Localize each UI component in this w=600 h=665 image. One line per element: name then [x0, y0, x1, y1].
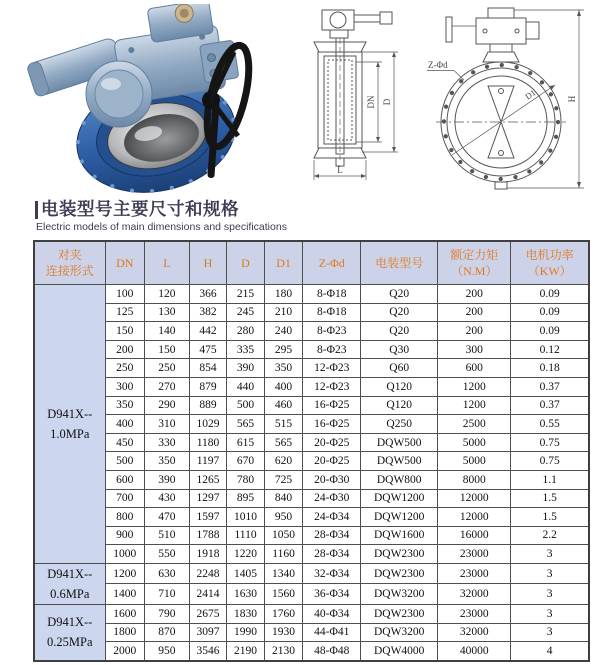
table-cell: 1.5 [511, 508, 589, 527]
table-cell: 0.37 [511, 377, 589, 396]
product-photo [6, 4, 294, 194]
table-row [34, 584, 589, 605]
table-cell: 8-Φ18 [303, 285, 361, 304]
table-cell: 1.1 [511, 470, 589, 489]
table-cell: 450 [105, 433, 145, 452]
table-cell: 12-Φ23 [303, 359, 361, 378]
table-cell: Q120 [361, 396, 438, 415]
table-cell: 12000 [438, 508, 511, 527]
table-row [34, 303, 589, 322]
table-row [34, 470, 589, 489]
table-cell: 889 [189, 396, 227, 415]
table-cell: 900 [105, 526, 145, 545]
table-cell: 0.09 [511, 303, 589, 322]
table-cell: 1297 [189, 489, 227, 508]
table-cell: 28-Φ34 [303, 526, 361, 545]
table-cell: 600 [105, 470, 145, 489]
dim-label-l: L [337, 165, 343, 175]
table-cell: 515 [264, 415, 303, 434]
table-cell: 2414 [189, 584, 227, 605]
table-cell: DQW800 [361, 470, 438, 489]
table-cell: 250 [105, 359, 145, 378]
table-row [34, 340, 589, 359]
table-cell: 16000 [438, 526, 511, 545]
table-cell: 1800 [105, 623, 145, 642]
table-cell: 23000 [438, 604, 511, 623]
table-cell: 8-Φ23 [303, 322, 361, 341]
table-cell: 290 [145, 396, 190, 415]
header-cell: 电机功率 （KW） [511, 241, 589, 285]
table-row [34, 285, 589, 304]
dim-label-d1: D1 [523, 87, 538, 102]
table-cell: 1220 [227, 545, 265, 564]
table-cell: 1180 [189, 433, 227, 452]
table-cell: 20-Φ25 [303, 452, 361, 471]
table-cell: 950 [264, 508, 303, 527]
table-cell: 3 [511, 623, 589, 642]
table-cell: 1.5 [511, 489, 589, 508]
table-cell: 0.75 [511, 452, 589, 471]
table-cell: 400 [264, 377, 303, 396]
table-row [34, 452, 589, 471]
table-cell: 24-Φ34 [303, 508, 361, 527]
table-cell: 295 [264, 340, 303, 359]
table-cell: 150 [145, 340, 190, 359]
table-cell: DQW1600 [361, 526, 438, 545]
table-cell: 700 [105, 489, 145, 508]
table-cell: DQW4000 [361, 642, 438, 661]
table-cell: 270 [145, 377, 190, 396]
table-cell: 1630 [227, 584, 265, 605]
table-cell: 1200 [438, 377, 511, 396]
table-cell: 100 [105, 285, 145, 304]
table-cell: Q20 [361, 322, 438, 341]
table-cell: 125 [105, 303, 145, 322]
table-cell: 130 [145, 303, 190, 322]
title-accent-bar [35, 201, 38, 219]
table-row [34, 545, 589, 564]
table-cell: 630 [145, 563, 190, 584]
table-cell: DQW2300 [361, 563, 438, 584]
table-cell: 250 [145, 359, 190, 378]
table-cell: 870 [145, 623, 190, 642]
table-cell: 350 [145, 452, 190, 471]
table-cell: 5000 [438, 433, 511, 452]
table-cell: 1110 [227, 526, 265, 545]
table-cell: 1830 [227, 604, 265, 623]
table-cell: DQW3200 [361, 584, 438, 605]
table-cell: 615 [227, 433, 265, 452]
table-cell: 40000 [438, 642, 511, 661]
table-cell: 382 [189, 303, 227, 322]
table-cell: 1918 [189, 545, 227, 564]
table-cell: 2000 [105, 642, 145, 661]
table-cell: 0.09 [511, 322, 589, 341]
side-view-drawing [294, 4, 412, 194]
table-cell: 5000 [438, 452, 511, 471]
table-cell: 565 [227, 415, 265, 434]
table-row [34, 415, 589, 434]
table-cell: 442 [189, 322, 227, 341]
table-cell: DQW500 [361, 433, 438, 452]
table-cell: 670 [227, 452, 265, 471]
table-cell: 1760 [264, 604, 303, 623]
table-cell: 32000 [438, 584, 511, 605]
table-cell: 24-Φ30 [303, 489, 361, 508]
table-cell: 895 [227, 489, 265, 508]
dim-label-h: H [567, 95, 577, 103]
table-cell: 330 [145, 433, 190, 452]
page-subtitle: Electric models of main dimensions and specifications [36, 221, 287, 233]
table-cell: 950 [145, 642, 190, 661]
table-cell: 0.18 [511, 359, 589, 378]
table-row [34, 604, 589, 623]
table-cell: 1265 [189, 470, 227, 489]
header-cell: L [145, 241, 190, 285]
table-cell: 350 [105, 396, 145, 415]
table-cell: 0.09 [511, 285, 589, 304]
table-cell: 1788 [189, 526, 227, 545]
spec-table-body [34, 285, 589, 661]
table-cell: 215 [227, 285, 265, 304]
table-cell: 475 [189, 340, 227, 359]
table-cell: 2130 [264, 642, 303, 661]
table-cell: 300 [438, 340, 511, 359]
table-cell: 28-Φ34 [303, 545, 361, 564]
table-cell: 23000 [438, 563, 511, 584]
table-cell: 460 [264, 396, 303, 415]
table-cell: 710 [145, 584, 190, 605]
table-cell: DQW3200 [361, 623, 438, 642]
table-cell: 2190 [227, 642, 265, 661]
table-cell: 390 [227, 359, 265, 378]
table-cell: 44-Φ41 [303, 623, 361, 642]
table-cell: 8-Φ18 [303, 303, 361, 322]
table-row [34, 377, 589, 396]
table-row [34, 563, 589, 584]
table-cell: 0.75 [511, 433, 589, 452]
table-cell: DQW2300 [361, 604, 438, 623]
table-row [34, 322, 589, 341]
table-cell: 510 [145, 526, 190, 545]
table-cell: 565 [264, 433, 303, 452]
table-cell: 1340 [264, 563, 303, 584]
table-cell: 200 [438, 322, 511, 341]
table-cell: 1160 [264, 545, 303, 564]
table-cell: 780 [227, 470, 265, 489]
table-cell: 36-Φ34 [303, 584, 361, 605]
table-cell: 550 [145, 545, 190, 564]
dim-label-dn: DN [366, 95, 376, 109]
header-cell: 额定力矩 （N.M） [438, 241, 511, 285]
table-cell: 3 [511, 604, 589, 623]
table-cell: 2500 [438, 415, 511, 434]
bolt-spec-label: Z-Φd [428, 60, 448, 70]
table-cell: 12-Φ23 [303, 377, 361, 396]
group-label-cell: D941X-- 0.25MPa [34, 604, 105, 660]
table-cell: DQW1200 [361, 489, 438, 508]
table-cell: 725 [264, 470, 303, 489]
table-row [34, 359, 589, 378]
table-cell: 2675 [189, 604, 227, 623]
spec-table-head [34, 241, 589, 285]
table-cell: 16-Φ25 [303, 415, 361, 434]
figures-row [6, 4, 594, 196]
table-row [34, 433, 589, 452]
table-cell: Q20 [361, 303, 438, 322]
table-cell: 3546 [189, 642, 227, 661]
table-cell: 1200 [438, 396, 511, 415]
header-cell: 对夹 连接形式 [34, 241, 105, 285]
title-block [35, 201, 555, 233]
table-cell: 300 [105, 377, 145, 396]
table-row [34, 508, 589, 527]
table-cell: Q250 [361, 415, 438, 434]
table-cell: Q120 [361, 377, 438, 396]
table-cell: 840 [264, 489, 303, 508]
table-cell: 200 [438, 303, 511, 322]
table-cell: 0.55 [511, 415, 589, 434]
table-cell: 335 [227, 340, 265, 359]
table-cell: 16-Φ25 [303, 396, 361, 415]
table-cell: 854 [189, 359, 227, 378]
table-cell: 600 [438, 359, 511, 378]
table-cell: 20-Φ25 [303, 433, 361, 452]
table-cell: 310 [145, 415, 190, 434]
table-cell: 879 [189, 377, 227, 396]
table-cell: 500 [227, 396, 265, 415]
table-cell: 500 [105, 452, 145, 471]
table-cell: 2248 [189, 563, 227, 584]
table-cell: 8-Φ23 [303, 340, 361, 359]
table-cell: 1010 [227, 508, 265, 527]
table-row [34, 489, 589, 508]
table-cell: 400 [105, 415, 145, 434]
table-cell: DQW500 [361, 452, 438, 471]
table-row [34, 396, 589, 415]
table-cell: 240 [264, 322, 303, 341]
table-cell: 200 [105, 340, 145, 359]
table-cell: 0.37 [511, 396, 589, 415]
header-cell: DN [105, 241, 145, 285]
table-cell: 1560 [264, 584, 303, 605]
table-cell: 1029 [189, 415, 227, 434]
page-title: 电装型号主要尺寸和规格 [41, 199, 239, 220]
table-cell: 210 [264, 303, 303, 322]
header-cell: 电装型号 [361, 241, 438, 285]
table-cell: 1200 [105, 563, 145, 584]
table-cell: 245 [227, 303, 265, 322]
table-cell: 390 [145, 470, 190, 489]
table-cell: DQW1200 [361, 508, 438, 527]
group-label-cell: D941X-- 0.6MPa [34, 563, 105, 604]
table-row [34, 623, 589, 642]
table-cell: DQW2300 [361, 545, 438, 564]
table-cell: 3 [511, 563, 589, 584]
table-cell: 20-Φ30 [303, 470, 361, 489]
table-cell: 3097 [189, 623, 227, 642]
table-cell: 620 [264, 452, 303, 471]
table-cell: 1050 [264, 526, 303, 545]
table-cell: 8000 [438, 470, 511, 489]
header-cell: H [189, 241, 227, 285]
table-cell: 1930 [264, 623, 303, 642]
header-cell: D1 [264, 241, 303, 285]
table-cell: 120 [145, 285, 190, 304]
table-cell: 1990 [227, 623, 265, 642]
table-cell: 32-Φ34 [303, 563, 361, 584]
table-cell: 470 [145, 508, 190, 527]
table-cell: 48-Φ48 [303, 642, 361, 661]
table-cell: 180 [264, 285, 303, 304]
table-cell: 0.12 [511, 340, 589, 359]
table-cell: 23000 [438, 545, 511, 564]
table-cell: Q30 [361, 340, 438, 359]
table-cell: 2.2 [511, 526, 589, 545]
table-cell: 1000 [105, 545, 145, 564]
butterfly-valve-photo-art [6, 4, 294, 194]
group-label-cell: D941X-- 1.0MPa [34, 285, 105, 564]
table-cell: 200 [438, 285, 511, 304]
table-row [34, 642, 589, 661]
actuator-dome [86, 61, 152, 127]
table-cell: 366 [189, 285, 227, 304]
table-cell: 1600 [105, 604, 145, 623]
table-cell: 800 [105, 508, 145, 527]
table-cell: Q60 [361, 359, 438, 378]
table-cell: 150 [105, 322, 145, 341]
table-cell: 1197 [189, 452, 227, 471]
table-cell: 430 [145, 489, 190, 508]
table-cell: 32000 [438, 623, 511, 642]
table-cell: 350 [264, 359, 303, 378]
table-cell: 440 [227, 377, 265, 396]
table-cell: 790 [145, 604, 190, 623]
table-cell: 1400 [105, 584, 145, 605]
table-cell: 3 [511, 584, 589, 605]
table-cell: Q20 [361, 285, 438, 304]
table-cell: 140 [145, 322, 190, 341]
table-cell: 40-Φ34 [303, 604, 361, 623]
table-cell: 12000 [438, 489, 511, 508]
table-cell: 3 [511, 545, 589, 564]
header-cell: Z-Φd [303, 241, 361, 285]
table-cell: 280 [227, 322, 265, 341]
table-row [34, 526, 589, 545]
header-cell: D [227, 241, 265, 285]
table-cell: 1597 [189, 508, 227, 527]
table-cell: 4 [511, 642, 589, 661]
dim-label-d: D [382, 98, 392, 106]
front-view-drawing [412, 4, 594, 194]
table-cell: 1405 [227, 563, 265, 584]
spec-table [33, 240, 590, 662]
